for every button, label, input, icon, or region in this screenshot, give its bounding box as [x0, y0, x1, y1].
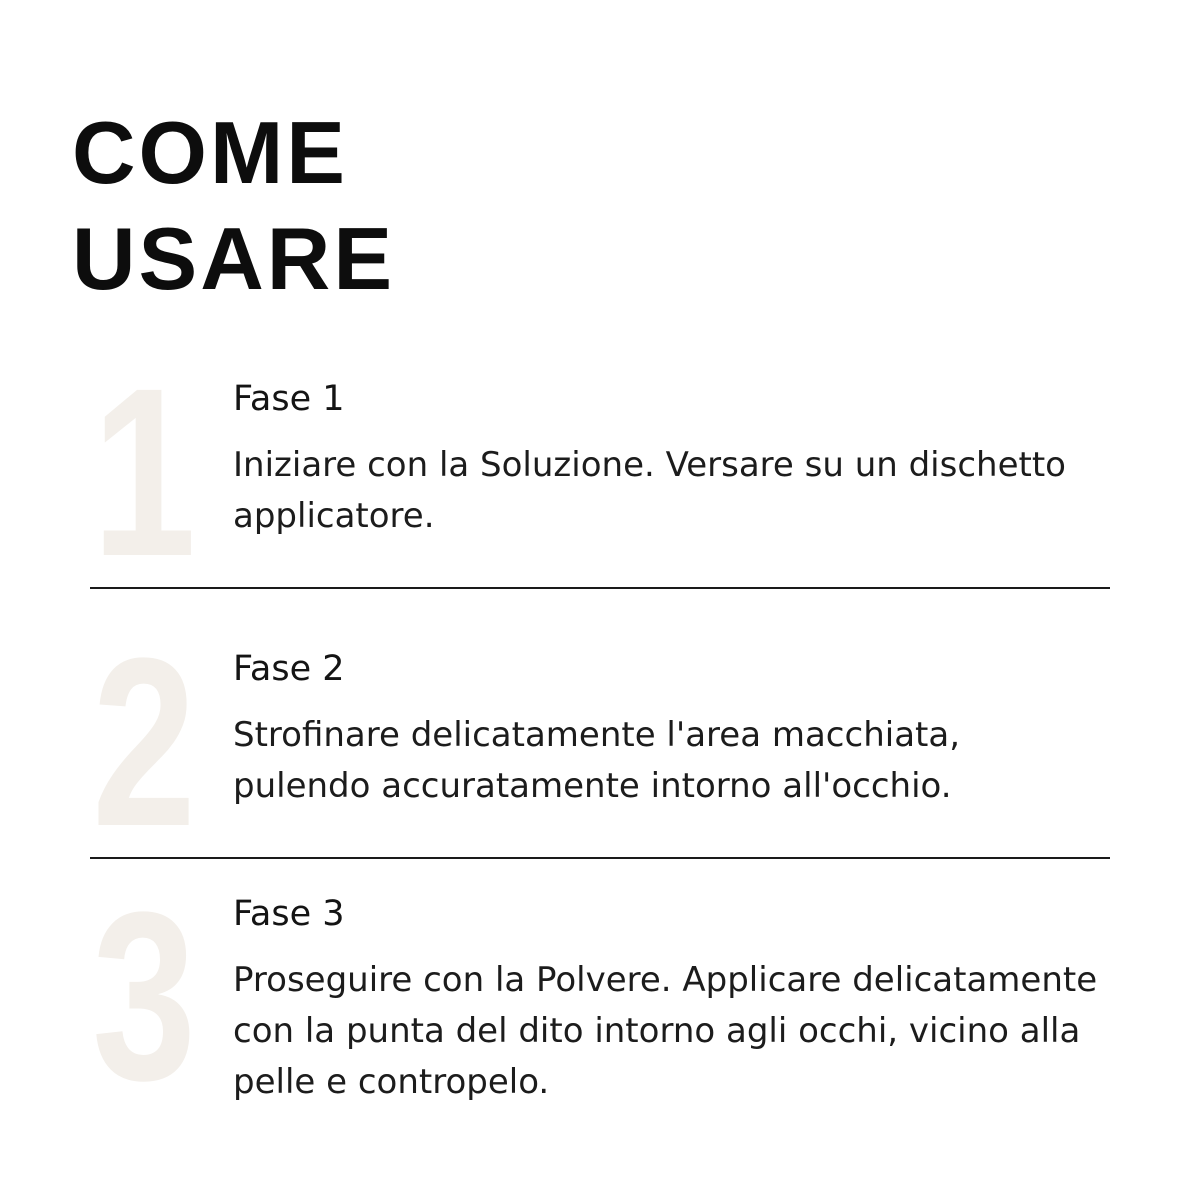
step-1-heading: Fase 1: [233, 379, 345, 419]
step-3-number: 3: [92, 862, 197, 1130]
step-3: [90, 862, 1110, 1130]
step-1-text: Iniziare con la Soluzione. Versare su un dischetto applicatore.: [233, 445, 1066, 536]
step-2-heading: Fase 2: [233, 649, 345, 689]
page-title-line-1: COME: [72, 103, 348, 202]
step-2-text: Strofinare delicatamente l'area macchiata, pulendo accuratamente intorno all'occhio.: [233, 715, 960, 806]
step-1-number: 1: [92, 338, 197, 606]
page-title: [72, 100, 395, 312]
step-3-text: Proseguire con la Polvere. Applicare delicatamente con la punta del dito intorno agli occhi, vicino alla pelle e contropelo.: [233, 960, 1098, 1102]
step-2-number: 2: [92, 608, 197, 876]
step-2: [90, 608, 1110, 876]
page-title-line-2: USARE: [72, 209, 396, 308]
step-3-heading: Fase 3: [233, 894, 345, 934]
divider: [90, 587, 1110, 589]
step-1: [90, 338, 1110, 606]
divider: [90, 857, 1110, 859]
